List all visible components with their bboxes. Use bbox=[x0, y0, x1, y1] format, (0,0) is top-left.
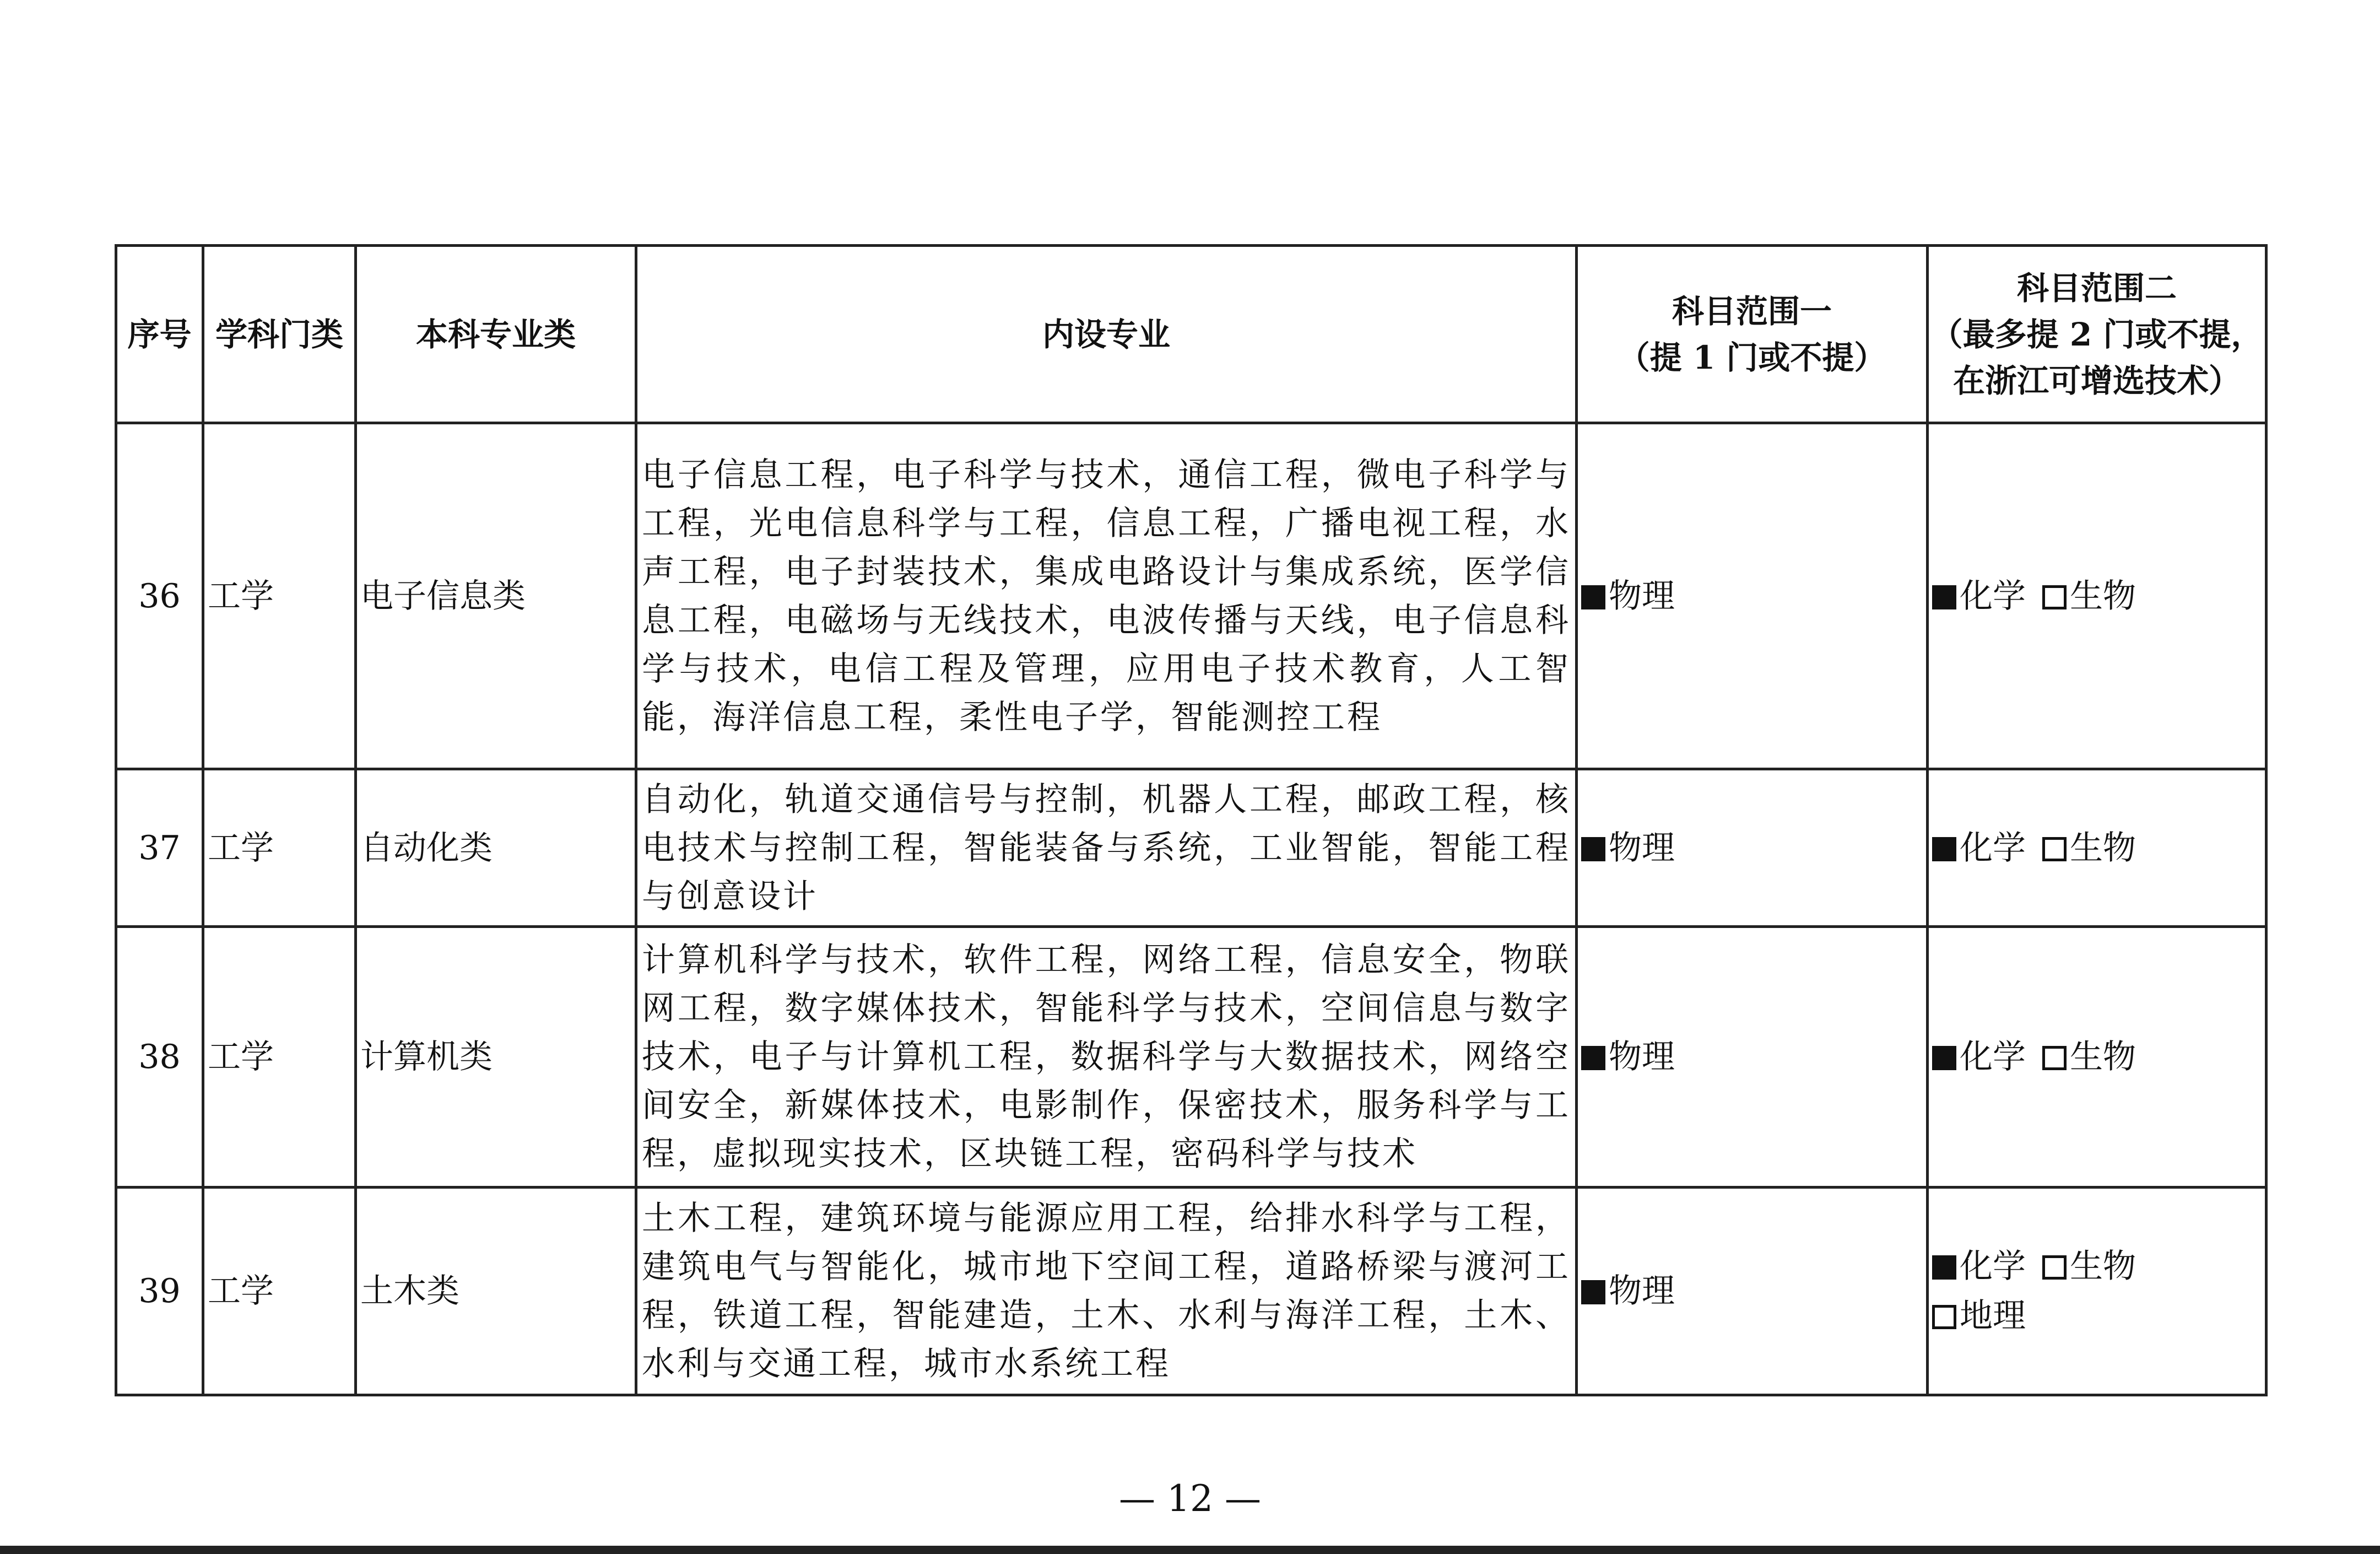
checked-box-icon bbox=[1581, 585, 1605, 609]
range1-cell bbox=[1577, 1188, 1928, 1395]
subject-option bbox=[2042, 1038, 2136, 1076]
majors-cell: 自动化，轨道交通信号与控制，机器人工程，邮政工程，核电技术与控制工程，智能装备与系统，工业智能，智能工程与创意设计 bbox=[636, 769, 1577, 927]
range2-cell bbox=[1928, 927, 2267, 1188]
subject-option bbox=[1581, 829, 1675, 867]
header-row bbox=[116, 246, 2267, 423]
majors-cell: 电子信息工程，电子科学与技术，通信工程，微电子科学与工程，光电信息科学与工程，信息工程，广播电视工程，水声工程，电子封装技术，集成电路设计与集成系统，医学信息工程，电磁场与无线技术，电波传播与天线，电子信息科学与技术，电信工程及管理，应用电子技术教育，人工智能，海洋信息工程，柔性电子学，智能测控工程 bbox=[636, 423, 1577, 769]
range1-cell bbox=[1577, 769, 1928, 927]
checked-box-icon bbox=[1581, 1046, 1605, 1070]
table-row bbox=[116, 769, 2267, 927]
bottom-edge bbox=[0, 1546, 2380, 1554]
table-row bbox=[116, 423, 2267, 769]
majors-cell: 土木工程，建筑环境与能源应用工程，给排水科学与工程，建筑电气与智能化，城市地下空间工程，道路桥梁与渡河工程，铁道工程，智能建造，土木、水利与海洋工程，土木、水利与交通工程，城市水系统工程 bbox=[636, 1188, 1577, 1395]
subject-label: 物理 bbox=[1609, 828, 1675, 867]
header-no: 序号 bbox=[116, 246, 203, 423]
header-range1-line: 科目范围一 bbox=[1672, 292, 1832, 330]
category-cell: 电子信息类 bbox=[356, 423, 636, 769]
header-range2-line: 在浙江可增选技术） bbox=[1952, 361, 2241, 400]
unchecked-box-icon bbox=[2042, 1255, 2067, 1280]
range2-cell bbox=[1928, 1188, 2267, 1395]
subject-option bbox=[1581, 1038, 1675, 1076]
subject-label: 化学 bbox=[1960, 1247, 2026, 1286]
unchecked-box-icon bbox=[2042, 837, 2067, 861]
unchecked-box-icon bbox=[1932, 1305, 1956, 1329]
header-range1-line: （提 1 门或不提） bbox=[1618, 338, 1886, 376]
category-cell: 自动化类 bbox=[356, 769, 636, 927]
unchecked-box-icon bbox=[2042, 585, 2067, 609]
subject-option bbox=[1932, 1038, 2026, 1076]
subject-requirements-table bbox=[115, 244, 2268, 1396]
header-range2-line: （最多提 2 门或不提， bbox=[1930, 315, 2263, 353]
table-row bbox=[116, 927, 2267, 1188]
subject-option bbox=[1932, 1247, 2026, 1286]
row-number: 39 bbox=[116, 1188, 203, 1395]
range1-cell bbox=[1577, 927, 1928, 1188]
header-range2-line: 科目范围二 bbox=[2016, 269, 2177, 307]
subject-label: 化学 bbox=[1960, 1038, 2026, 1076]
subject-label: 化学 bbox=[1960, 828, 2026, 867]
subject-label: 生物 bbox=[2070, 1247, 2136, 1286]
header-range2 bbox=[1928, 246, 2267, 423]
subject-option bbox=[1932, 829, 2026, 867]
subject-label: 化学 bbox=[1960, 576, 2026, 616]
subject-option bbox=[1581, 577, 1675, 616]
discipline-cell: 工学 bbox=[203, 1188, 356, 1395]
subject-label: 生物 bbox=[2070, 828, 2136, 867]
checked-box-icon bbox=[1581, 1280, 1605, 1304]
checked-box-icon bbox=[1932, 585, 1956, 609]
header-range1 bbox=[1577, 246, 1928, 423]
discipline-cell: 工学 bbox=[203, 927, 356, 1188]
discipline-cell: 工学 bbox=[203, 423, 356, 769]
subject-option bbox=[1932, 577, 2026, 616]
subject-option bbox=[2042, 577, 2136, 616]
table-row bbox=[116, 1188, 2267, 1395]
header-majors: 内设专业 bbox=[636, 246, 1577, 423]
category-cell: 计算机类 bbox=[356, 927, 636, 1188]
subject-option bbox=[2042, 829, 2136, 867]
category-cell: 土木类 bbox=[356, 1188, 636, 1395]
checked-box-icon bbox=[1932, 837, 1956, 861]
subject-label: 生物 bbox=[2070, 1038, 2136, 1076]
range2-cell bbox=[1928, 769, 2267, 927]
subject-label: 物理 bbox=[1609, 1272, 1675, 1310]
subject-label: 物理 bbox=[1609, 576, 1675, 616]
range2-cell bbox=[1928, 423, 2267, 769]
checked-box-icon bbox=[1932, 1046, 1956, 1070]
subject-label: 生物 bbox=[2070, 576, 2136, 616]
subject-option bbox=[1581, 1272, 1675, 1310]
row-number: 38 bbox=[116, 927, 203, 1188]
row-number: 36 bbox=[116, 423, 203, 769]
subject-option bbox=[1932, 1297, 2026, 1335]
unchecked-box-icon bbox=[2042, 1046, 2067, 1070]
checked-box-icon bbox=[1932, 1255, 1956, 1280]
subject-label: 物理 bbox=[1609, 1038, 1675, 1076]
majors-cell: 计算机科学与技术，软件工程，网络工程，信息安全，物联网工程，数字媒体技术，智能科学与技术，空间信息与数字技术，电子与计算机工程，数据科学与大数据技术，网络空间安全，新媒体技术，电影制作，保密技术，服务科学与工程，虚拟现实技术，区块链工程，密码科学与技术 bbox=[636, 927, 1577, 1188]
page-number: — 12 — bbox=[1119, 1477, 1261, 1520]
discipline-cell: 工学 bbox=[203, 769, 356, 927]
header-discipline: 学科门类 bbox=[203, 246, 356, 423]
checked-box-icon bbox=[1581, 837, 1605, 861]
header-category: 本科专业类 bbox=[356, 246, 636, 423]
subject-option bbox=[2042, 1247, 2136, 1286]
row-number: 37 bbox=[116, 769, 203, 927]
range1-cell bbox=[1577, 423, 1928, 769]
subject-label: 地理 bbox=[1960, 1297, 2026, 1335]
